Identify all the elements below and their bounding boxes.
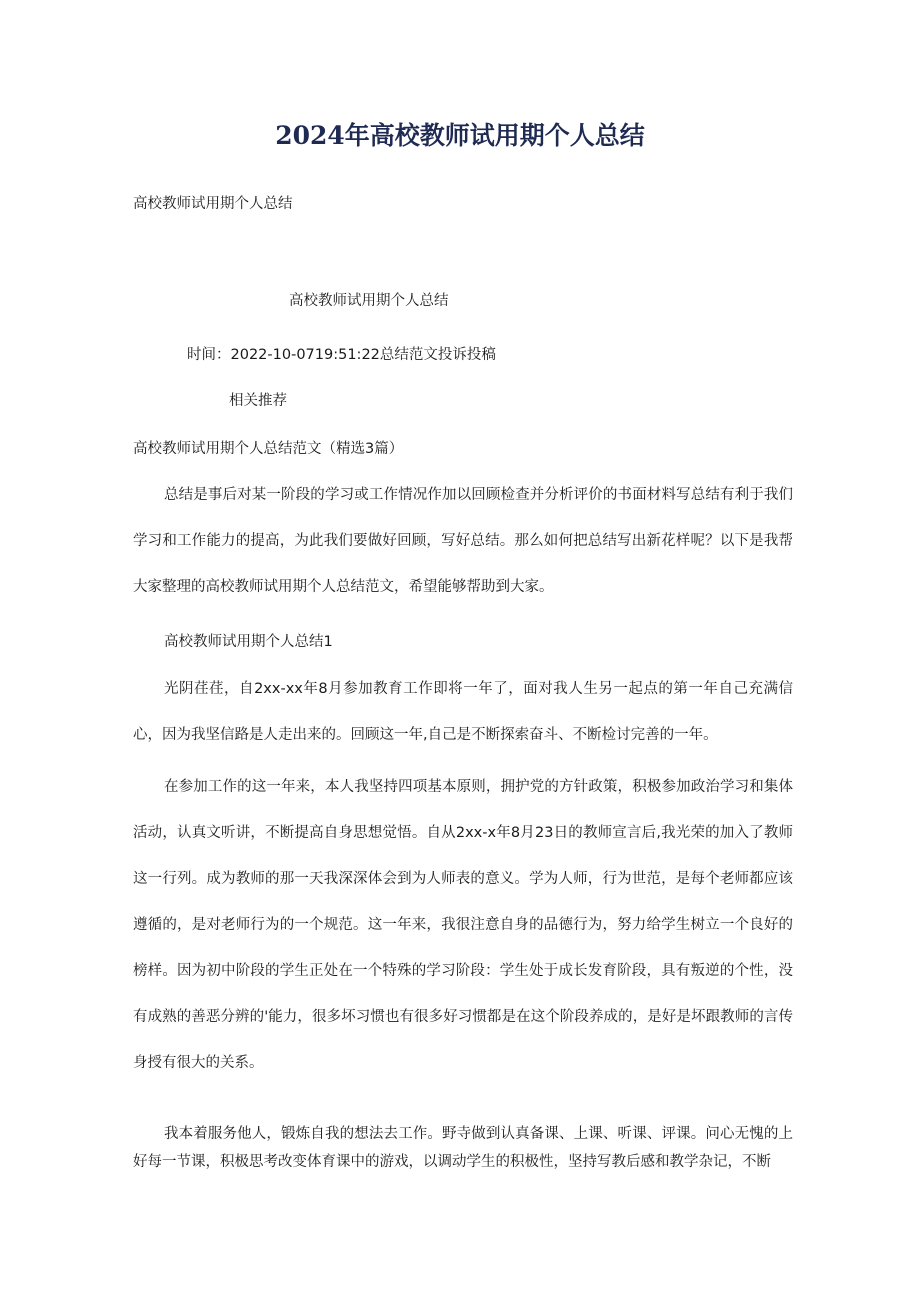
- section-heading: 高校教师试用期个人总结1: [164, 634, 333, 650]
- inner-title: 高校教师试用期个人总结: [289, 293, 449, 309]
- page-title: 2024年高校教师试用期个人总结: [275, 121, 645, 150]
- meta-line: 时间：2022-10-0719:51:22总结范文投诉投稿: [187, 347, 496, 363]
- body-paragraph-1: 光阴荏荏，自2xx-xx年8月参加教育工作即将一年了，面对我人生另一起点的第一年自己充满信心，因为我坚信路是人走出来的。回顾这一年,自己是不断探索奋斗、不断检讨完善的一年。: [133, 681, 793, 743]
- collection-title: 高校教师试用期个人总结范文（精选3篇）: [133, 441, 404, 457]
- related-recommendations: 相关推荐: [229, 393, 287, 409]
- subtitle: 高校教师试用期个人总结: [133, 196, 293, 212]
- body-paragraph-3: 我本着服务他人，锻炼自我的想法去工作。野寺做到认真备课、上课、听课、评课。问心无愧的上好每一节课，积极思考改变体育课中的游戏，以调动学生的积极性，坚持写教后感和教学杂记，不断: [133, 1126, 793, 1170]
- body-paragraph-2: 在参加工作的这一年来，本人我坚持四项基本原则，拥护党的方针政策，积极参加政治学习和集体活动，认真文听讲，不断提高自身思想觉悟。自从2xx-x年8月23日的教师宣言后,我光荣的加入了教师这一行列。成为教师的那一天我深深体会到为人师表的意义。学为人师，行为世范，是每个老师都应该遵循的，是对老师行为的一个规范。这一年来，我很注意自身的品德行为，努力给学生树立一个良好的榜样。因为初中阶段的学生正处在一个特殊的学习阶段：学生处于成长发育阶段，具有叛逆的个性，没有成熟的善恶分辨的'能力，很多坏习惯也有很多好习惯都是在这个阶段养成的，是好是坏跟教师的言传身授有很大的关系。: [133, 779, 793, 1071]
- intro-paragraph: 总结是事后对某一阶段的学习或工作情况作加以回顾检查并分析评价的书面材料写总结有利于我们学习和工作能力的提高，为此我们要做好回顾，写好总结。那么如何把总结写出新花样呢？以下是我帮大家整理的高校教师试用期个人总结范文，希望能够帮助到大家。: [133, 487, 793, 595]
